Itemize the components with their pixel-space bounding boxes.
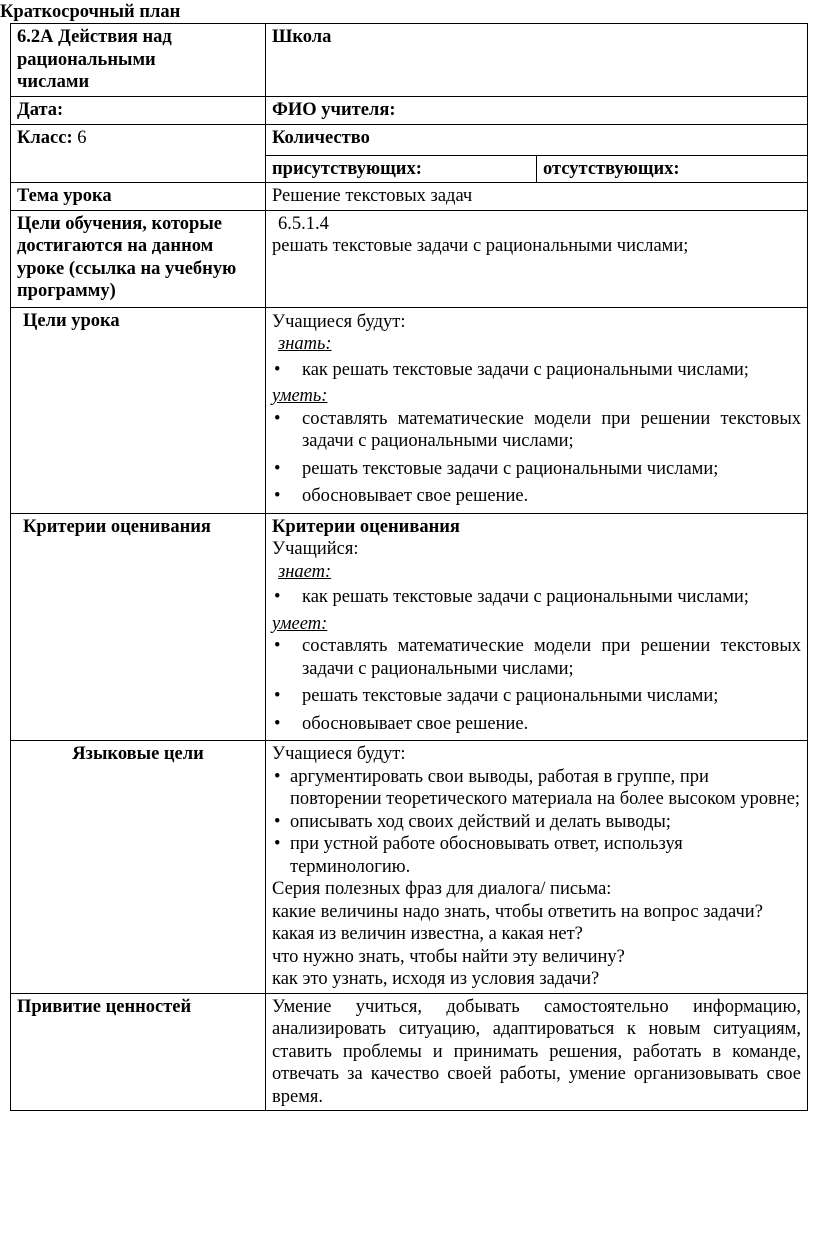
language-goals-value-cell	[266, 741, 808, 994]
phrase-item: что нужно знать, чтобы найти эту величину?	[272, 946, 625, 967]
list-item: • описывать ход своих действий и делать выводы;	[272, 811, 801, 834]
row-date	[11, 97, 808, 125]
row-values	[11, 993, 808, 1111]
row-topic	[11, 183, 808, 211]
lesson-goals-intro: Учащиеся будут:	[272, 311, 406, 332]
lesson-goals-know-label: знать:	[278, 334, 332, 354]
teacher-cell	[266, 97, 808, 125]
absent-cell	[537, 155, 808, 183]
topic-value-cell	[266, 183, 808, 211]
count-cell	[266, 124, 808, 155]
learning-goals-label: Цели обучения, которые достигаются на данном уроке (ссылка на учебную программу)	[17, 213, 237, 301]
school-label: Школа	[272, 27, 332, 47]
lesson-plan-table	[10, 23, 808, 1111]
language-goals-list	[272, 766, 801, 879]
present-cell	[266, 155, 537, 183]
lesson-goals-know-list	[272, 359, 801, 382]
values-label: Привитие ценностей	[17, 996, 192, 1017]
phrases-title: Серия полезных фраз для диалога/ письма:	[272, 879, 612, 899]
criteria-intro: Учащийся:	[272, 539, 359, 559]
absent-label: отсутствующих:	[543, 158, 680, 179]
language-goals-intro: Учащиеся будут:	[272, 744, 406, 764]
learning-goals-label-cell	[11, 210, 266, 307]
date-label: Дата:	[17, 100, 64, 120]
criteria-title: Критерии оценивания	[272, 516, 460, 537]
criteria-can-label: умеет:	[272, 613, 328, 634]
list-item: • составлять математические модели при решении текстовых задачи с рациональными числами;	[272, 408, 801, 453]
lesson-goals-can-label: уметь:	[272, 386, 328, 406]
values-value-cell	[266, 993, 808, 1111]
language-goals-label-cell	[11, 741, 266, 994]
lesson-goals-label-cell	[11, 307, 266, 513]
teacher-label: ФИО учителя:	[272, 100, 396, 120]
learning-goals-text: решать текстовые задачи с рациональными числами;	[272, 236, 689, 256]
list-item: • как решать текстовые задачи с рациональными числами;	[272, 359, 801, 382]
list-item: • при устной работе обосновывать ответ, используя терминологию.	[272, 833, 801, 878]
school-cell	[266, 24, 808, 97]
criteria-label: Критерии оценивания	[23, 516, 211, 537]
present-label: присутствующих:	[272, 158, 422, 179]
list-item: • как решать текстовые задачи с рациональными числами;	[272, 586, 801, 609]
learning-goals-value-cell	[266, 210, 808, 307]
values-label-cell	[11, 993, 266, 1111]
criteria-know-label: знает:	[278, 561, 332, 582]
row-header	[11, 24, 808, 97]
list-item: • обосновывает свое решение.	[272, 485, 801, 508]
phrase-item: какие величины надо знать, чтобы ответить на вопрос задачи?	[272, 901, 763, 922]
document-title: Краткосрочный план	[0, 2, 181, 22]
lesson-goals-can-list	[272, 408, 801, 508]
section-title: 6.2А Действия над рациональными числами	[17, 27, 172, 92]
row-language-goals	[11, 741, 808, 994]
list-item: • обосновывает свое решение.	[272, 713, 801, 736]
criteria-label-cell	[11, 513, 266, 741]
class-value: 6	[77, 127, 87, 148]
list-item: • решать текстовые задачи с рациональными числами;	[272, 458, 801, 481]
criteria-know-list	[272, 586, 801, 609]
values-text: Умение учиться, добывать самостоятельно информацию, анализировать ситуацию, адаптироваться к новым ситуациям, ставить проблемы и принимать решения, работать в команде, отвечать за качество своей работы, умение организовывать свое время.	[272, 996, 801, 1107]
date-cell	[11, 97, 266, 125]
class-cell	[11, 124, 266, 183]
class-label: Класс:	[17, 127, 73, 148]
criteria-can-list	[272, 635, 801, 735]
criteria-value-cell	[266, 513, 808, 741]
count-label: Количество	[272, 127, 370, 148]
list-item: • составлять математические модели при решении текстовых задачи с рациональными числами;	[272, 635, 801, 680]
topic-label-cell	[11, 183, 266, 211]
learning-goals-code: 6.5.1.4	[278, 213, 329, 234]
topic-value: Решение текстовых задач	[272, 186, 473, 206]
phrase-item: какая из величин известна, а какая нет?	[272, 924, 583, 944]
lesson-goals-label: Цели урока	[23, 310, 120, 331]
row-criteria	[11, 513, 808, 741]
row-class	[11, 124, 808, 155]
language-goals-label: Языковые цели	[72, 744, 204, 764]
row-lesson-goals	[11, 307, 808, 513]
row-learning-goals	[11, 210, 808, 307]
lesson-goals-value-cell	[266, 307, 808, 513]
section-cell	[11, 24, 266, 97]
topic-label: Тема урока	[17, 186, 112, 206]
phrase-item: как это узнать, исходя из условия задачи?	[272, 969, 600, 989]
list-item: • аргументировать свои выводы, работая в группе, при повторении теоретического материала на более высоком уровне;	[272, 766, 801, 811]
list-item: • решать текстовые задачи с рациональными числами;	[272, 685, 801, 708]
